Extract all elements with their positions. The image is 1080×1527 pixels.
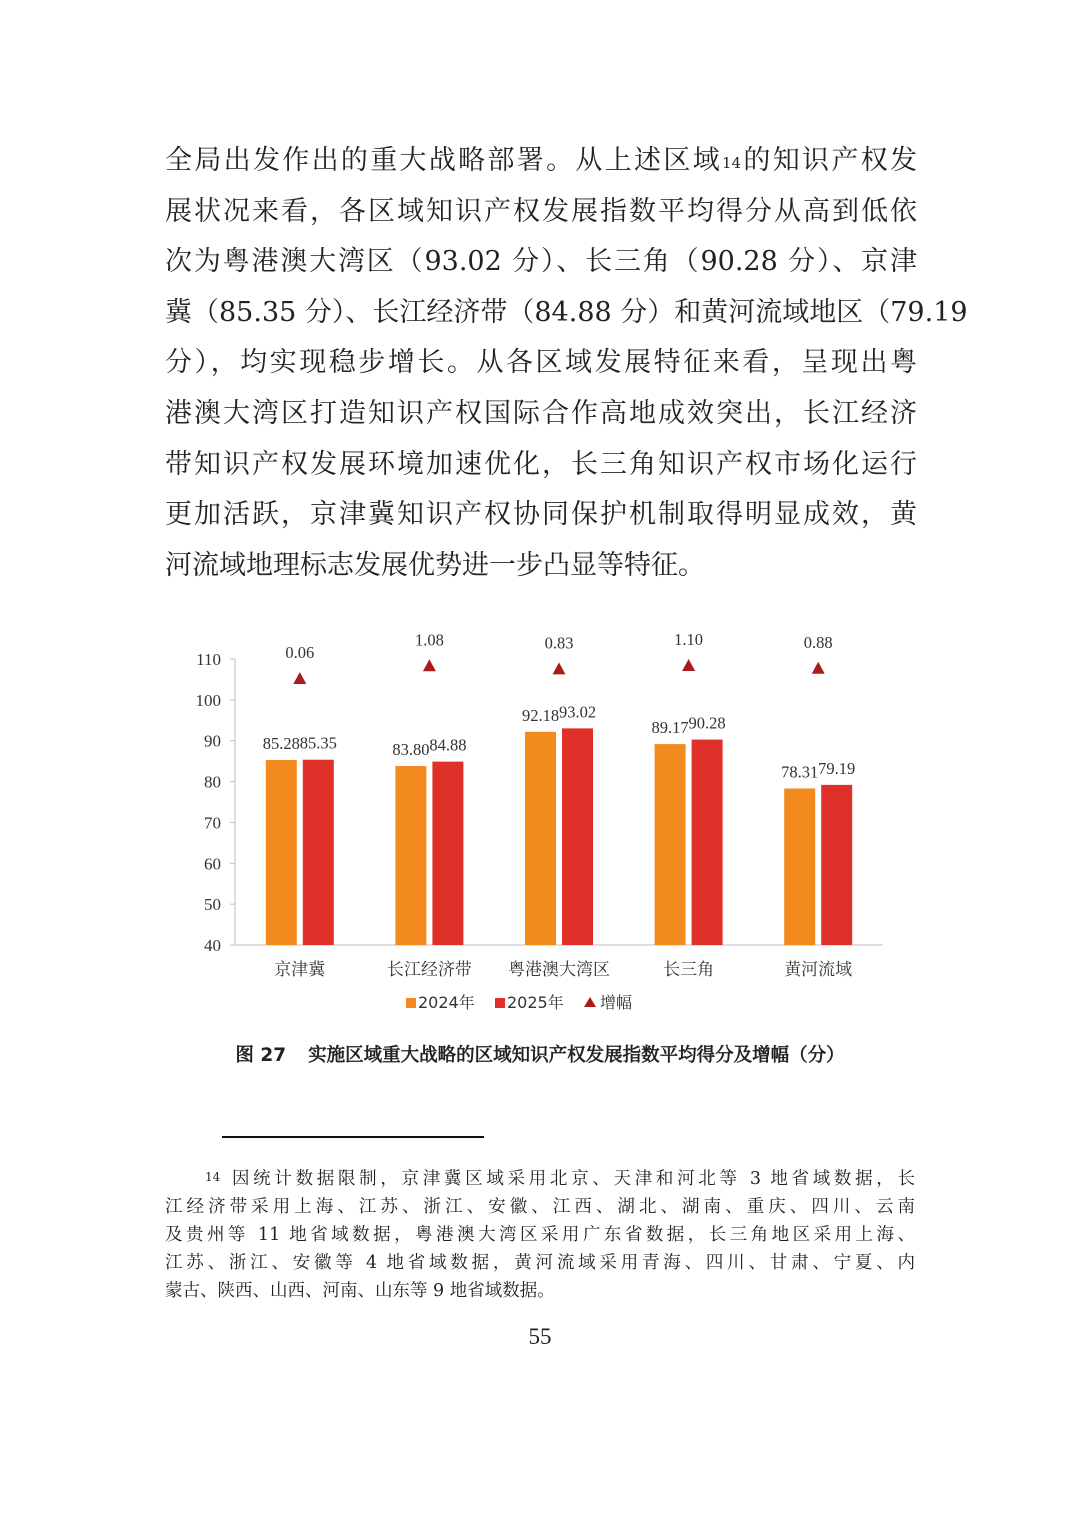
figure-caption — [0, 1041, 1080, 1067]
paragraph-line: 分），均实现稳步增长。从各区域发展特征来看，呈现出粤 — [165, 347, 917, 379]
increase-value-label: 0.06 — [285, 643, 315, 662]
bar-2025年 — [432, 762, 463, 945]
paragraph-line: 港澳大湾区打造知识产权国际合作高地成效突出，长江经济 — [165, 397, 917, 429]
bar-value-label: 78.31 — [781, 762, 819, 782]
footnote-mark: 14 — [205, 1170, 221, 1184]
bar-value-label: 79.19 — [818, 758, 856, 778]
increase-marker — [812, 662, 825, 674]
y-tick-label: 90 — [204, 731, 221, 751]
legend-marker-increase — [584, 997, 596, 1007]
legend-swatch-2024年 — [406, 998, 416, 1008]
y-tick-label: 110 — [196, 650, 221, 669]
increase-marker — [423, 659, 436, 671]
bar-value-label: 93.02 — [558, 702, 597, 722]
footnote-line: 及贵州等 11 地省域数据，粤港澳大湾区采用广东省数据，长三角地区采用上海、 — [165, 1225, 915, 1245]
x-tick-label: 黄河流域 — [784, 960, 853, 980]
bar-chart — [175, 620, 905, 1025]
increase-marker — [682, 659, 695, 671]
paragraph-line: 带知识产权发展环境加速优化，长三角知识产权市场化运行 — [165, 448, 917, 480]
paragraph-line: 全局出发作出的重大战略部署。从上述区域$^{14}$的知识产权发 — [165, 145, 918, 176]
increase-value-label: 1.08 — [414, 630, 444, 650]
y-tick-label: 80 — [204, 772, 221, 792]
legend-label: 2025年 — [507, 993, 564, 1012]
footnote-divider — [222, 1136, 484, 1138]
body-paragraph — [165, 136, 968, 591]
legend-label: 增幅 — [600, 993, 633, 1012]
x-tick-label: 粤港澳大湾区 — [508, 960, 610, 980]
y-tick-label: 70 — [204, 813, 221, 833]
bar-value-label: 85.28 — [262, 733, 300, 753]
paragraph-line: 展状况来看，各区域知识产权发展指数平均得分从高到低依 — [165, 195, 917, 227]
y-tick-label: 60 — [204, 854, 221, 874]
bar-2024年 — [266, 760, 297, 945]
bar-2024年 — [655, 744, 686, 945]
x-tick-label: 京津冀 — [274, 960, 326, 980]
footnote-line: 江苏、浙江、安徽等 4 地省域数据，黄河流域采用青海、四川、甘肃、宁夏、内 — [165, 1253, 915, 1273]
bar-value-label: 85.35 — [299, 733, 337, 753]
x-tick-label: 长三角 — [663, 960, 715, 980]
increase-value-label: 1.10 — [674, 630, 704, 649]
increase-marker — [553, 662, 566, 674]
paragraph-line: 河流域地理标志发展优势进一步凸显等特征。 — [165, 549, 705, 581]
y-tick-label: 100 — [195, 690, 221, 710]
bar-2025年 — [303, 760, 334, 945]
footnote-line: 江经济带采用上海、江苏、浙江、安徽、江西、湖北、湖南、重庆、四川、云南 — [165, 1197, 915, 1217]
bar-2025年 — [692, 740, 723, 945]
bar-2025年 — [821, 785, 852, 945]
x-tick-label: 长江经济带 — [386, 960, 472, 980]
footnote-reference[interactable]: 14 — [722, 154, 742, 172]
increase-marker — [293, 672, 306, 684]
paragraph-line: 冀（85.35 分）、长江经济带（84.88 分）和黄河流域地区（79.19 — [165, 296, 968, 328]
footnote-line: $^{14}$ 因统计数据限制，京津冀区域采用北京、天津和河北等 3 地省域数据，长 — [205, 1169, 915, 1189]
bar-2024年 — [395, 766, 426, 945]
figure-title: 实施区域重大战略的区域知识产权发展指数平均得分及增幅（分） — [308, 1045, 845, 1066]
increase-value-label: 0.88 — [803, 632, 833, 652]
paragraph-line: 次为粤港澳大湾区（93.02 分）、长三角（90.28 分）、京津 — [165, 246, 917, 278]
paragraph-line: 更加活跃，京津冀知识产权协同保护机制取得明显成效，黄 — [165, 499, 917, 531]
bar-value-label: 89.17 — [651, 718, 689, 738]
bar-2025年 — [562, 728, 593, 945]
footnote — [165, 1165, 915, 1305]
y-tick-label: 40 — [204, 936, 221, 955]
bar-value-label: 83.80 — [392, 740, 430, 760]
legend-swatch-2025年 — [495, 998, 505, 1008]
footnote-line: 蒙古、陕西、山西、河南、山东等 9 地省域数据。 — [165, 1281, 555, 1301]
increase-value-label: 0.83 — [544, 633, 574, 653]
page-number: 55 — [528, 1324, 552, 1349]
figure-number: 图 27 — [235, 1045, 287, 1066]
bar-2024年 — [525, 732, 556, 945]
bar-value-label: 90.28 — [688, 713, 726, 733]
bar-2024年 — [784, 788, 815, 945]
bar-value-label: 92.18 — [521, 705, 560, 725]
legend-label: 2024年 — [418, 993, 475, 1012]
bar-value-label: 84.88 — [429, 735, 467, 755]
y-tick-label: 50 — [204, 895, 221, 915]
